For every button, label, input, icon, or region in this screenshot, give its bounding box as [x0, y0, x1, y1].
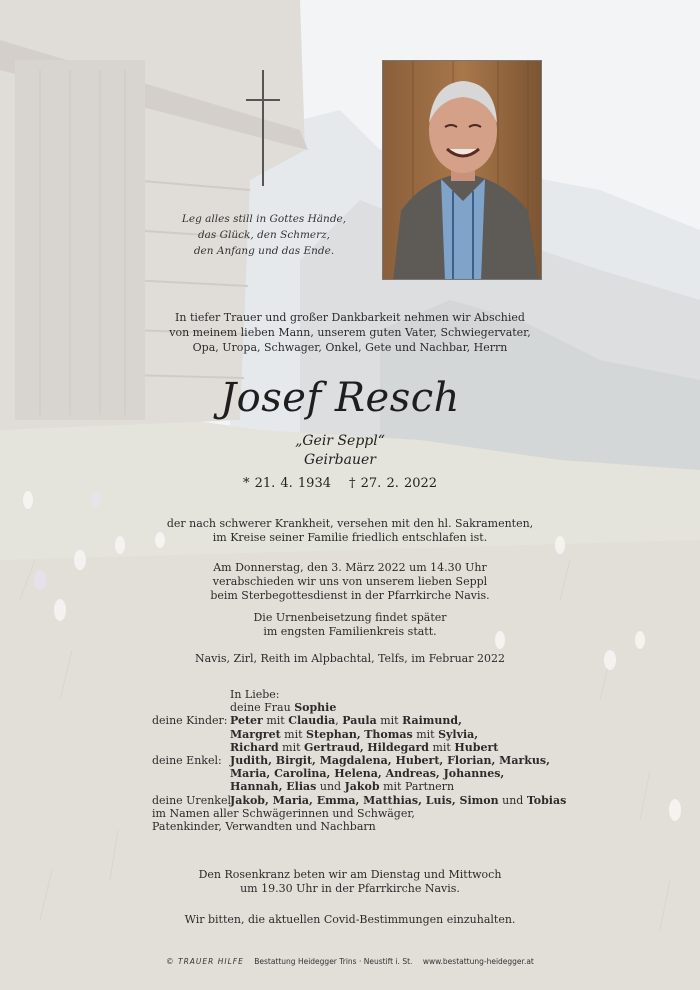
family-list: [152, 688, 592, 833]
deceased-farm-name: Geirbauer: [304, 452, 376, 468]
service-line: verabschieden wir uns von unserem lieben Seppl: [212, 575, 488, 588]
deceased-name: Josef Resch: [220, 375, 460, 421]
portrait-photo: [382, 60, 542, 280]
service-line: Am Donnerstag, den 3. März 2022 um 14.30 Uhr: [213, 561, 487, 574]
service-line: beim Sterbegottesdienst in der Pfarrkirche Navis.: [210, 589, 490, 602]
death-note: [80, 517, 620, 545]
family-grandchildren-row: Maria, Carolina, Helena, Andreas, Johannes,: [230, 767, 505, 781]
intro-line: von meinem lieben Mann, unserem guten Vater, Schwiegervater,: [169, 326, 531, 339]
urn-line: im engsten Familienkreis statt.: [263, 625, 437, 638]
verse-line: Leg alles still in Gottes Hände,: [181, 213, 347, 225]
intro-line: Opa, Uropa, Schwager, Onkel, Gete und Nachbar, Herrn: [192, 341, 508, 354]
family-children-row: deine Kinder: Peter mit Claudia, Paula mit Raimund,: [152, 714, 462, 728]
deceased-nickname: „Geir Seppl“: [295, 433, 385, 449]
rosary-info: [80, 868, 620, 896]
verse: [150, 211, 378, 259]
verse-line: den Anfang und das Ende.: [193, 245, 335, 257]
service-info: [80, 561, 620, 603]
places-line: Navis, Zirl, Reith im Alpbachtal, Telfs, im Februar 2022: [195, 652, 505, 665]
footer-brand: © TRAUER HILFE: [166, 957, 244, 966]
death-date: † 27. 2. 2022: [349, 476, 438, 491]
family-closing: Patenkinder, Verwandten und Nachbarn: [152, 820, 376, 834]
rosary-line: um 19.30 Uhr in der Pfarrkirche Navis.: [240, 882, 460, 895]
places-date: [80, 652, 620, 666]
footer: [40, 957, 660, 966]
family-greatgrandchildren-row: deine Urenkel: Jakob, Maria, Emma, Matthias, Luis, Simon und Tobias: [152, 793, 567, 807]
death-note-line: der nach schwerer Krankheit, versehen mit den hl. Sakramenten,: [166, 517, 534, 530]
family-grandchildren-row: Hannah, Elias und Jakob mit Partnern: [230, 780, 455, 794]
intro-line: In tiefer Trauer und großer Dankbarkeit nehmen wir Abschied: [175, 311, 525, 324]
footer-website[interactable]: www.bestattung-heidegger.at: [422, 957, 534, 966]
family-wife: deine Frau Sophie: [230, 701, 337, 715]
verse-line: das Glück, den Schmerz,: [197, 229, 331, 241]
life-dates: [170, 474, 510, 493]
death-note-line: im Kreise seiner Familie friedlich entschlafen ist.: [212, 531, 488, 544]
covid-note: [80, 913, 620, 927]
family-closing: im Namen aller Schwägerinnen und Schwäger,: [152, 806, 415, 820]
family-heading: In Liebe:: [230, 688, 280, 701]
greatgrandchildren-label: deine Urenkel:: [152, 793, 235, 807]
urn-info: [80, 611, 620, 639]
grandchildren-label: deine Enkel:: [152, 754, 222, 768]
family-children-row: Richard mit Gertraud, Hildegard mit Hubert: [230, 740, 499, 754]
urn-line: Die Urnenbeisetzung findet später: [253, 611, 447, 624]
intro-text: [80, 310, 620, 355]
covid-line: Wir bitten, die aktuellen Covid-Bestimmungen einzuhalten.: [184, 913, 516, 926]
family-children-row: Margret mit Stephan, Thomas mit Sylvia,: [230, 727, 479, 741]
rosary-line: Den Rosenkranz beten wir am Dienstag und Mittwoch: [198, 868, 502, 881]
family-grandchildren-row: deine Enkel: Judith, Birgit, Magdalena, Hubert, Florian, Markus,: [152, 754, 550, 768]
footer-undertaker: Bestattung Heidegger Trins · Neustift i. St.: [254, 957, 413, 966]
birth-date: * 21. 4. 1934: [242, 476, 331, 491]
children-label: deine Kinder:: [152, 714, 228, 728]
